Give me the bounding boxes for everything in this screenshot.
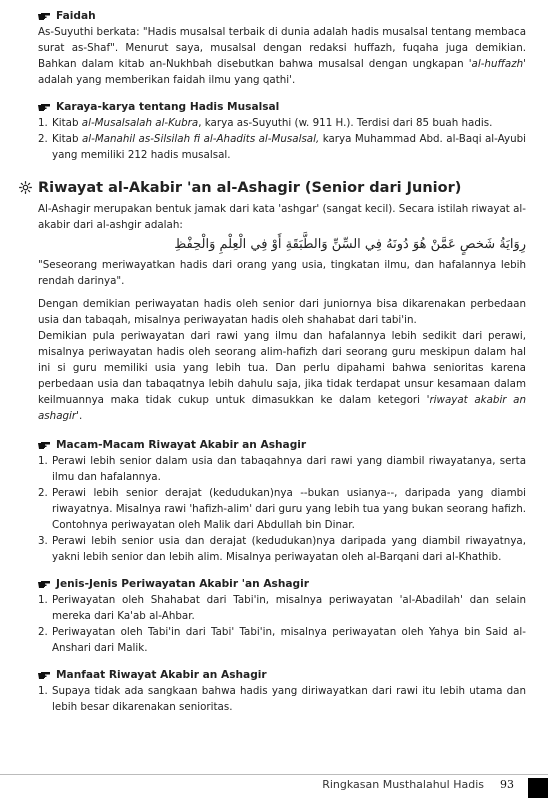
section-title: Riwayat al-Akabir 'an al-Ashagir (Senior dari Junior): [38, 180, 462, 196]
text-run: Kitab: [52, 117, 82, 129]
jenis-heading: Jenis-Jenis Periwayatan Akabir 'an Ashagir: [56, 578, 309, 590]
text-run: Perawi lebih senior usia dan derajat (kedudukan)nya daripada yang diambil riwayatnya, yakni lebih senior dan lebih alim. Misalnya periwayatan oleh al-Barqani dari al-Khathib.: [52, 535, 526, 563]
page-content: [38, 8, 526, 715]
text-run: Demikian pula periwayatan dari rawi yang ilmu dan hafalannya lebih sedikit dari perawi, misalnya periwayatan hadis oleh seorang alim-hafizh dari seorang guru meskipun dalam hal ini si guru memiliki usia yang lebih tua. Dan perlu dipahami bahwa senioritas karena perbedaan usia dan tabaqatnya lebih dahulu saja, jika tidak terdapat unsur kesamaan dalam keilmuannya maka tidak cukup untuk dimasukkan ke dalam ketegori ': [38, 330, 526, 406]
section-heading: [38, 177, 526, 199]
subheading-karya: [38, 99, 526, 115]
definition-translation: "Seseorang meriwayatkan hadis dari orang yang usia, tingkatan ilmu, dan hafalannya lebih rendah darinya".: [38, 259, 526, 287]
list-number: 1.: [38, 117, 48, 129]
list-number: 2.: [38, 133, 48, 145]
text-run: Supaya tidak ada sangkaan bahwa hadis yang diriwayatkan dari rawi itu lebih utama dan lebih besar dikarenakan senioritas.: [52, 685, 526, 713]
list-number: 1.: [38, 455, 48, 467]
text-run: Perawi lebih senior dalam usia dan tabaqahnya dari rawi yang diambil riwayatanya, serta ilmu dan hafalannya.: [52, 455, 526, 483]
footer-black-tab: [528, 778, 548, 798]
pointing-hand-icon: [38, 671, 51, 680]
karya-list: [38, 115, 526, 163]
macam-list: [38, 453, 526, 565]
pointing-hand-icon: [38, 580, 51, 589]
list-item: [38, 485, 526, 533]
manfaat-list: [38, 683, 526, 715]
page-footer: [0, 770, 548, 800]
text-run: Periwayatan oleh Shahabat dari Tabi'in, misalnya periwayatan 'al-Abadilah' dan selain mereka dari Ka'ab al-Ahbar.: [52, 594, 526, 622]
page-number: 93: [500, 778, 514, 791]
text-run: '.: [76, 410, 83, 422]
section-paragraph-2: [38, 328, 526, 424]
karya-heading: Karaya-karya tentang Hadis Musalsal: [56, 101, 280, 113]
footer-book-title: Ringkasan Musthalahul Hadis: [322, 778, 484, 791]
text-run: Perawi lebih senior derajat (kedudukan)nya --bukan usianya--, daripada yang diambi riwayatnya. Misalnya rawi 'hafizh-alim' dari guru yang lebih tua yang bukan seorang hafizh. Contohnya periwayatan oleh Malik dari Abdullah bin Dinar.: [52, 487, 526, 531]
faidah-paragraph: [38, 24, 526, 88]
footer-rule: [0, 774, 548, 775]
pointing-hand-icon: [38, 441, 51, 450]
macam-heading: Macam-Macam Riwayat Akabir an Ashagir: [56, 439, 307, 451]
list-number: 3.: [38, 535, 48, 547]
flower-bullet-icon: [18, 180, 33, 195]
subheading-macam: [38, 437, 526, 453]
italic-term: al-huffazh: [471, 58, 524, 70]
subheading-faidah: [38, 8, 526, 24]
list-number: 1.: [38, 594, 48, 606]
section-intro: Al-Ashagir merupakan bentuk jamak dari kata 'ashgar' (sangat kecil). Secara istilah riwayat al-akabir dari al-ashgir adalah:: [38, 203, 526, 231]
text-run: Kitab: [52, 133, 82, 145]
italic-term: al-Musalsalah al-Kubra: [81, 117, 199, 129]
list-number: 2.: [38, 487, 48, 499]
arabic-definition: رِوَايَةُ شَخصٍ عَمَّنْ هُوَ دُونَهُ فِي السِّنِّ وَالطَّبَقَةِ أَوْ فِي الْعِلْمِ وَالْحِفْظِ: [174, 237, 526, 252]
list-item: [38, 683, 526, 715]
list-item: [38, 453, 526, 485]
list-number: 2.: [38, 626, 48, 638]
list-item: [38, 115, 526, 131]
list-item: [38, 533, 526, 565]
section-paragraph-1: Dengan demikian periwayatan hadis oleh senior dari juniornya bisa dikarenakan perbedaan usia dan tabaqah, misalnya periwayatan hadis oleh shahabat dari tabi'in.: [38, 298, 526, 326]
jenis-list: [38, 592, 526, 656]
text-run: ' adalah yang memberikan faidah ilmu yang qathi'.: [38, 58, 526, 86]
text-run: As-Suyuthi berkata: "Hadis musalsal terbaik di dunia adalah hadis musalsal tentang membaca surat as-Shaf". Menurut saya, musalsal dengan redaksi huffazh, fuqaha juga demikian. Bahkan dalam kitab an-Nukhbah disebutkan bahwa musalsal dengan ungkapan ': [38, 26, 526, 70]
list-item: [38, 592, 526, 624]
italic-term: riwayat akabir an ashagir: [38, 394, 526, 422]
subheading-jenis: [38, 576, 526, 592]
text-run: karya Muhammad Abd. al-Baqi al-Ayubi yang memiliki 212 hadis musalsal.: [52, 133, 527, 161]
pointing-hand-icon: [38, 103, 51, 112]
text-run: , karya as-Suyuthi (w. 911 H.). Terdisi dari 85 buah hadis.: [198, 117, 493, 129]
manfaat-heading: Manfaat Riwayat Akabir an Ashagir: [56, 669, 267, 681]
faidah-heading: Faidah: [56, 10, 96, 22]
pointing-hand-icon: [38, 12, 51, 21]
list-item: [38, 131, 526, 163]
italic-term: al-Manahil as-Silsilah fi al-Ahadits al-Musalsal,: [81, 133, 320, 145]
list-item: [38, 624, 526, 656]
list-number: 1.: [38, 685, 48, 697]
text-run: Periwayatan oleh Tabi'in dari Tabi' Tabi'in, misalnya periwayatan oleh Yahya bin Said al-Anshari dari Malik.: [52, 626, 526, 654]
subheading-manfaat: [38, 667, 526, 683]
